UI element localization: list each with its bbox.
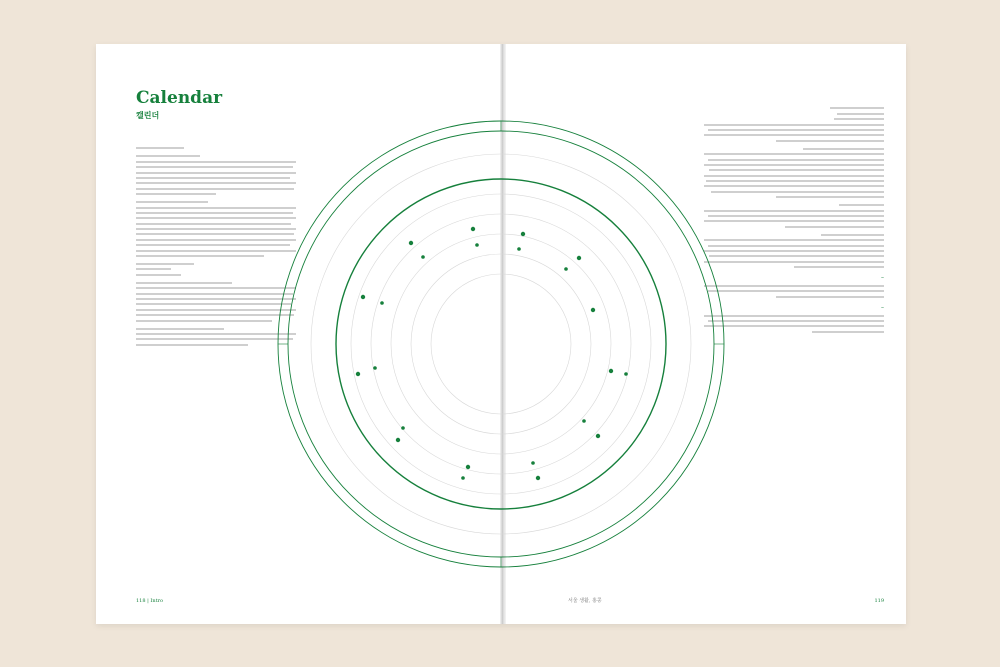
text-block [704,204,884,228]
event-entry [136,201,296,257]
event-entry [136,263,296,276]
left-page [96,44,500,624]
text-block [136,147,296,149]
event-entry [704,204,884,228]
right-page [506,44,906,624]
event-entry [704,315,884,333]
event-entry [704,107,884,141]
divider-dash: – [881,274,884,282]
page-number-left: 118 | Intro [136,598,164,604]
text-block [704,234,884,268]
magazine-spread [96,44,906,624]
event-entry [704,285,884,298]
text-block [704,315,884,333]
text-block [136,328,296,346]
text-block [704,107,884,141]
event-entry [704,148,884,199]
page-title: Calendar [136,88,223,108]
text-block [136,263,296,276]
text-block [136,282,296,322]
event-entry [136,147,296,149]
event-entry [136,282,296,322]
page-number-right: 119 [874,598,884,604]
text-block [136,155,296,195]
text-block [704,148,884,199]
divider-dash: – [881,303,884,311]
text-block [704,285,884,298]
left-events-column [136,144,296,352]
text-block [136,201,296,257]
event-entry [704,234,884,268]
right-events-column [704,104,884,339]
page-subtitle: 캘린더 [136,110,160,120]
event-entry [136,155,296,195]
running-footer: 서울 생활, 홍콩 [568,598,602,604]
event-entry [136,328,296,346]
